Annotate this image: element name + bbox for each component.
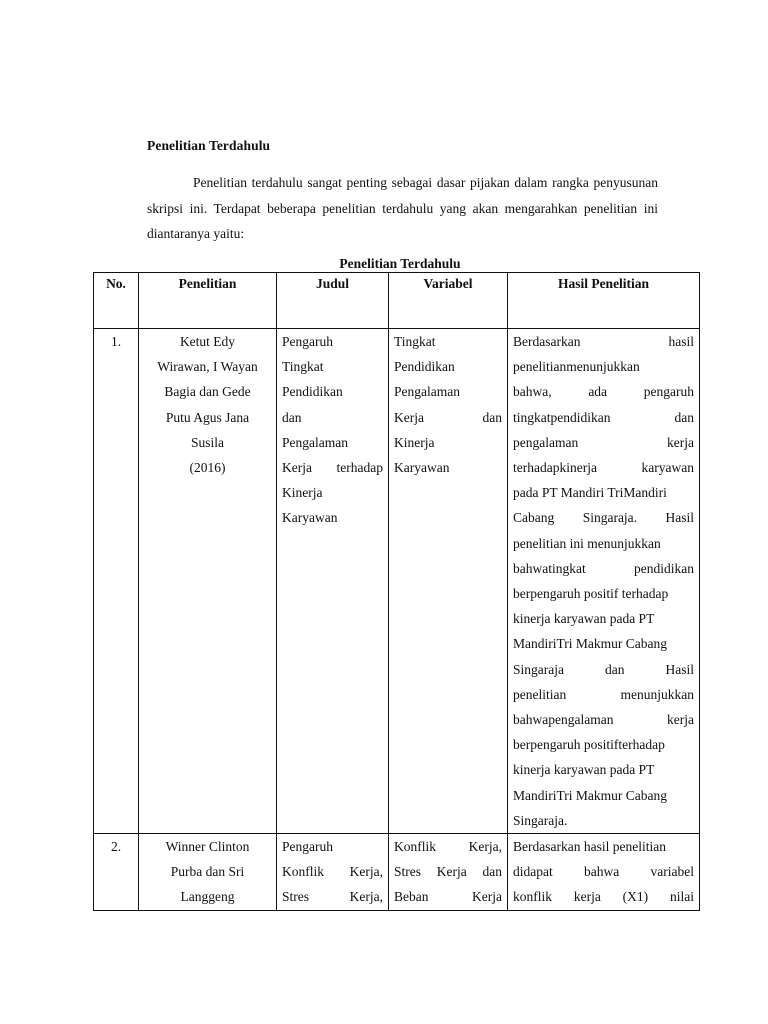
cell-judul-line: Pengaruh xyxy=(282,334,333,349)
cell-penelitian-line: Wirawan, I Wayan xyxy=(157,359,258,375)
cell-no: 2. xyxy=(94,834,139,911)
cell-judul-line: Pengalaman xyxy=(282,434,348,450)
section-title: Penelitian Terdahulu xyxy=(147,138,271,153)
cell-penelitian-line: Purba dan Sri xyxy=(170,864,245,880)
cell-hasil-line: MandiriTri Makmur Cabang xyxy=(513,636,667,652)
cell-penelitian-line: (2016) xyxy=(189,460,226,476)
cell-variabel-line: Konflik Kerja, xyxy=(394,839,502,855)
cell-hasil-line: berpengaruh positifterhadap xyxy=(513,737,665,753)
cell-judul-line: Kerja terhadap xyxy=(282,460,383,476)
cell-variabel-line: Karyawan xyxy=(394,460,450,476)
cell-variabel xyxy=(389,329,508,834)
cell-hasil-line: kinerja karyawan pada PT xyxy=(513,611,655,627)
cell-judul-line: Konflik Kerja, xyxy=(282,864,383,880)
cell-judul xyxy=(277,834,389,911)
cell-hasil-line: berpengaruh positif terhadap xyxy=(513,586,669,602)
cell-variabel-line: Kinerja xyxy=(394,434,435,450)
cell-penelitian-line: Langgeng xyxy=(180,889,235,905)
cell-judul xyxy=(277,329,389,834)
cell-judul-line: dan xyxy=(282,409,302,425)
cell-hasil-line: Singaraja dan Hasil xyxy=(513,661,694,677)
cell-variabel-line: Kerja dan xyxy=(394,409,502,425)
cell-hasil-line: tingkatpendidikan dan xyxy=(513,409,694,425)
cell-hasil-line: terhadapkinerja karyawan xyxy=(513,460,694,476)
cell-hasil-line: penelitian ini menunjukkan xyxy=(513,535,661,551)
header-penelitian: Penelitian xyxy=(139,273,277,329)
cell-judul-line: Pengaruh xyxy=(282,839,333,855)
cell-hasil-line: Berdasarkan hasil penelitian xyxy=(513,839,666,855)
cell-hasil-line: Berdasarkan hasil xyxy=(513,334,694,349)
cell-hasil-line: pada PT Mandiri TriMandiri xyxy=(513,485,667,501)
cell-hasil-line: pengalaman kerja xyxy=(513,434,694,450)
cell-variabel-line: Stres Kerja dan xyxy=(394,864,502,880)
header-hasil: Hasil Penelitian xyxy=(508,273,700,329)
table-row xyxy=(94,834,700,911)
cell-variabel xyxy=(389,834,508,911)
cell-penelitian-line: Winner Clinton xyxy=(165,839,250,855)
research-table xyxy=(93,272,700,911)
cell-hasil xyxy=(508,834,700,911)
table-header-row xyxy=(94,273,700,329)
cell-penelitian-line: Susila xyxy=(190,434,224,450)
table-row xyxy=(94,329,700,834)
header-variabel: Variabel xyxy=(389,273,508,329)
cell-no: 1. xyxy=(94,329,139,834)
cell-hasil-line: didapat bahwa variabel xyxy=(513,864,694,880)
cell-judul-line: Kinerja xyxy=(282,485,323,501)
table-caption: Penelitian Terdahulu xyxy=(339,256,461,271)
cell-penelitian-line: Putu Agus Jana xyxy=(165,409,250,425)
cell-hasil-line: MandiriTri Makmur Cabang xyxy=(513,787,667,803)
cell-penelitian-line: Ketut Edy xyxy=(179,334,236,349)
header-judul: Judul xyxy=(277,273,389,329)
intro-paragraph: Penelitian terdahulu sangat penting sebagai dasar pijakan dalam rangka penyusunan skripsi ini. Terdapat beberapa penelitian terdahulu yang akan mengarahkan penelitian ini diantaranya yaitu: xyxy=(147,175,658,241)
cell-hasil-line: bahwatingkat pendidikan xyxy=(513,560,694,576)
cell-judul-line: Stres Kerja, xyxy=(282,889,383,905)
cell-variabel-line: Pengalaman xyxy=(394,384,460,400)
cell-penelitian xyxy=(139,834,277,911)
cell-hasil-line: konflik kerja (X1) nilai xyxy=(513,889,694,905)
cell-hasil-line: bahwa, ada pengaruh xyxy=(513,384,694,400)
cell-variabel-line: Tingkat xyxy=(394,334,436,349)
cell-hasil-line: kinerja karyawan pada PT xyxy=(513,762,655,778)
header-no: No. xyxy=(94,273,139,329)
cell-judul-line: Pendidikan xyxy=(282,384,343,400)
cell-variabel-line: Beban Kerja xyxy=(394,889,502,905)
cell-judul-line: Tingkat xyxy=(282,359,324,375)
cell-penelitian xyxy=(139,329,277,834)
cell-penelitian-line: Bagia dan Gede xyxy=(164,384,251,400)
cell-judul-line: Karyawan xyxy=(282,510,338,526)
cell-hasil-line: Cabang Singaraja. Hasil xyxy=(513,510,694,526)
cell-hasil xyxy=(508,329,700,834)
cell-hasil-line: penelitianmenunjukkan xyxy=(513,359,640,375)
cell-hasil-line: penelitian menunjukkan xyxy=(513,686,694,702)
cell-variabel-line: Pendidikan xyxy=(394,359,455,375)
cell-hasil-line: Singaraja. xyxy=(513,812,568,828)
research-table-container xyxy=(93,272,700,911)
cell-hasil-line: bahwapengalaman kerja xyxy=(513,712,694,728)
